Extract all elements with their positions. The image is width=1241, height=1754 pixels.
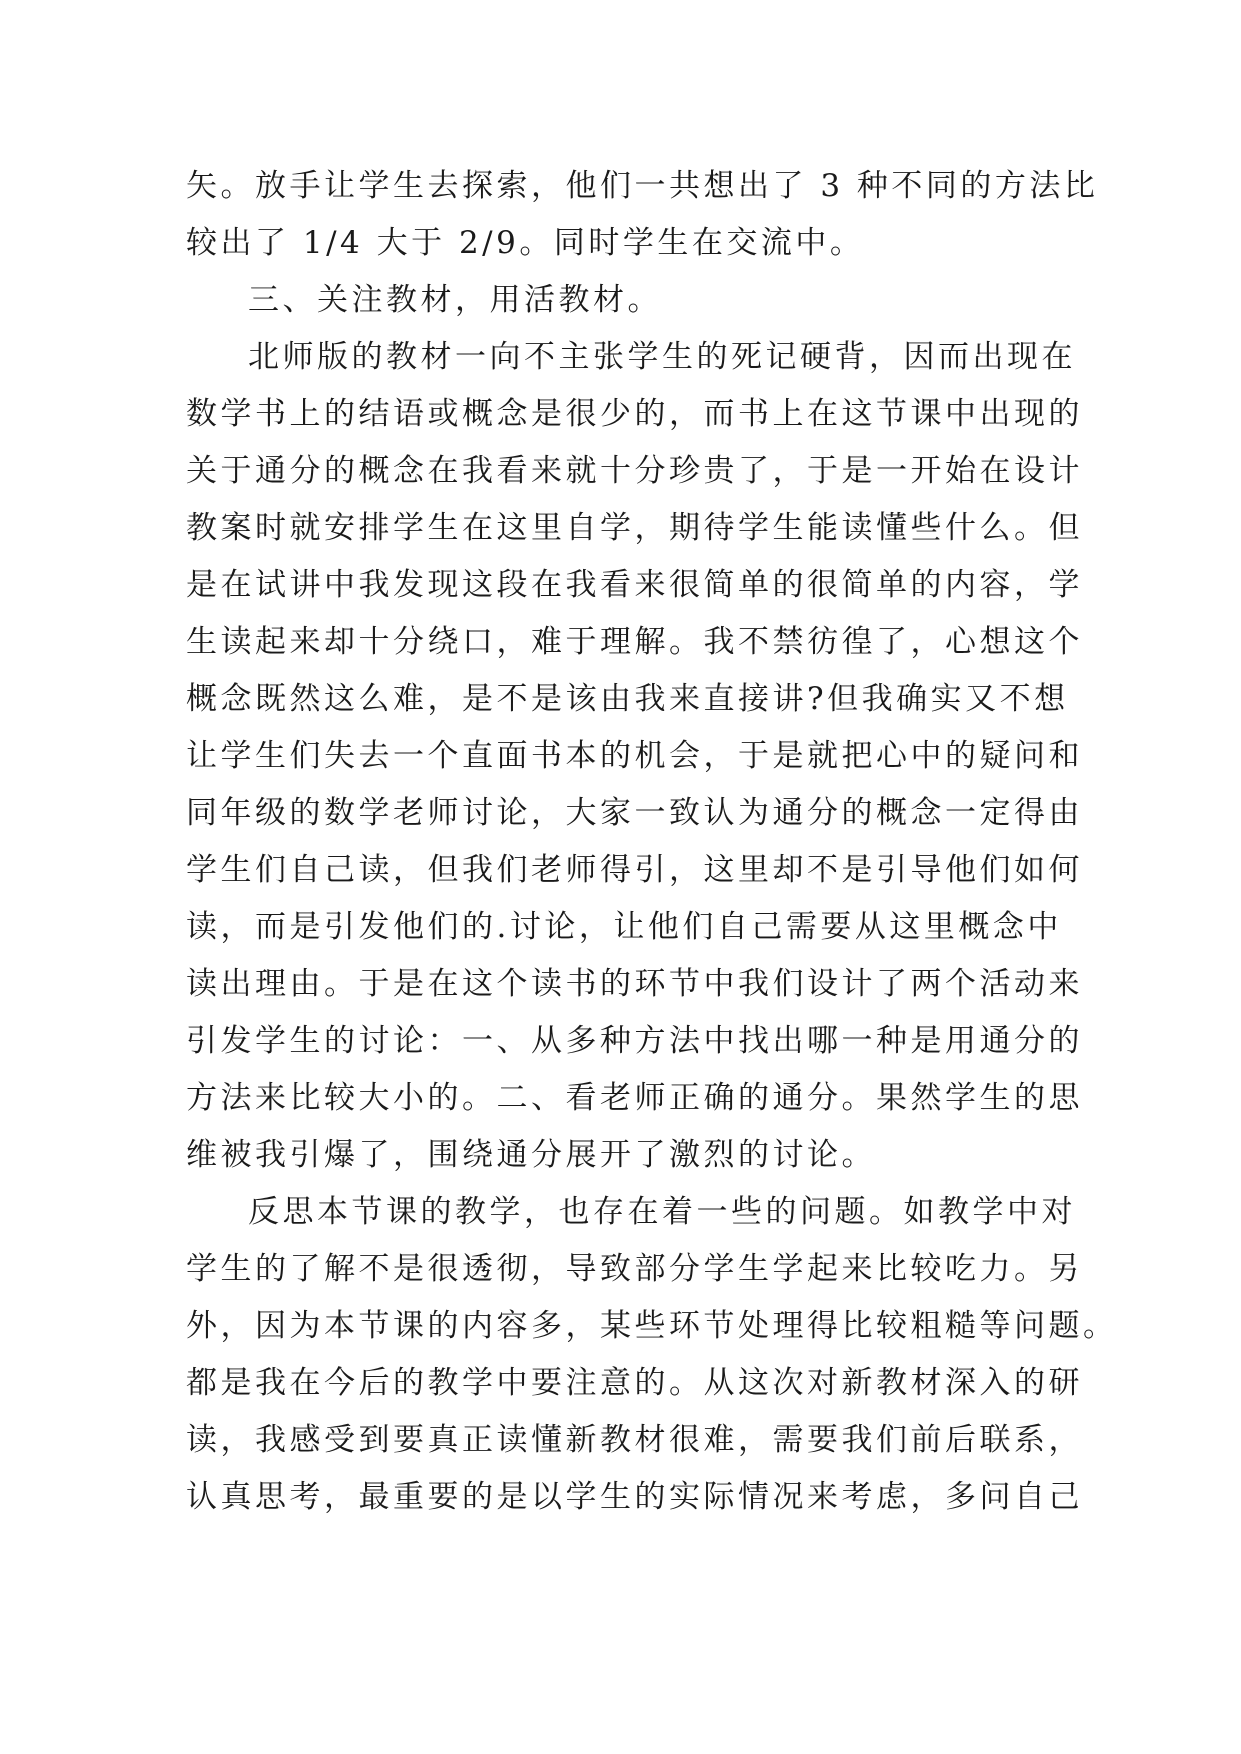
text-line: 读，我感受到要真正读懂新教材很难，需要我们前后联系， <box>186 1422 1083 1458</box>
text-line: 北师版的教材一向不主张学生的死记硬背，因而出现在 <box>248 339 1076 375</box>
text-line: 教案时就安排学生在这里自学，期待学生能读懂些什么。但 <box>186 510 1083 546</box>
text-line: 学生们自己读，但我们老师得引，这里却不是引导他们如何 <box>186 852 1083 888</box>
text-line: 引发学生的讨论：一、从多种方法中找出哪一种是用通分的 <box>186 1023 1083 1059</box>
text-line: 读出理由。于是在这个读书的环节中我们设计了两个活动来 <box>186 966 1083 1002</box>
text-line: 外，因为本节课的内容多，某些环节处理得比较粗糙等问题。 <box>186 1308 1118 1344</box>
text-line: 矢。放手让学生去探索，他们一共想出了 3 种不同的方法比 <box>186 168 1099 204</box>
text-line: 维被我引爆了，围绕通分展开了激烈的讨论。 <box>186 1137 876 1173</box>
text-line: 让学生们失去一个直面书本的机会，于是就把心中的疑问和 <box>186 738 1083 774</box>
text-line: 方法来比较大小的。二、看老师正确的通分。果然学生的思 <box>186 1080 1083 1116</box>
text-line: 是在试讲中我发现这段在我看来很简单的很简单的内容，学 <box>186 567 1083 603</box>
text-line: 关于通分的概念在我看来就十分珍贵了，于是一开始在设计 <box>186 453 1083 489</box>
text-line: 较出了 1/4 大于 2/9。同时学生在交流中。 <box>186 225 865 261</box>
text-line: 学生的了解不是很透彻，导致部分学生学起来比较吃力。另 <box>186 1251 1083 1287</box>
text-line: 读，而是引发他们的.讨论，让他们自己需要从这里概念中 <box>186 909 1062 945</box>
body-text <box>186 158 1118 1526</box>
section-heading: 三、关注教材，用活教材。 <box>248 282 662 318</box>
text-line: 数学书上的结语或概念是很少的，而书上在这节课中出现的 <box>186 396 1083 432</box>
text-line: 反思本节课的教学，也存在着一些的问题。如教学中对 <box>248 1194 1076 1230</box>
text-line: 认真思考，最重要的是以学生的实际情况来考虑，多问自己 <box>186 1479 1083 1515</box>
text-line: 概念既然这么难，是不是该由我来直接讲?但我确实又不想 <box>186 681 1069 717</box>
text-line: 都是我在今后的教学中要注意的。从这次对新教材深入的研 <box>186 1365 1083 1401</box>
text-line: 同年级的数学老师讨论，大家一致认为通分的概念一定得由 <box>186 795 1083 831</box>
text-line: 生读起来却十分绕口，难于理解。我不禁彷徨了，心想这个 <box>186 624 1083 660</box>
